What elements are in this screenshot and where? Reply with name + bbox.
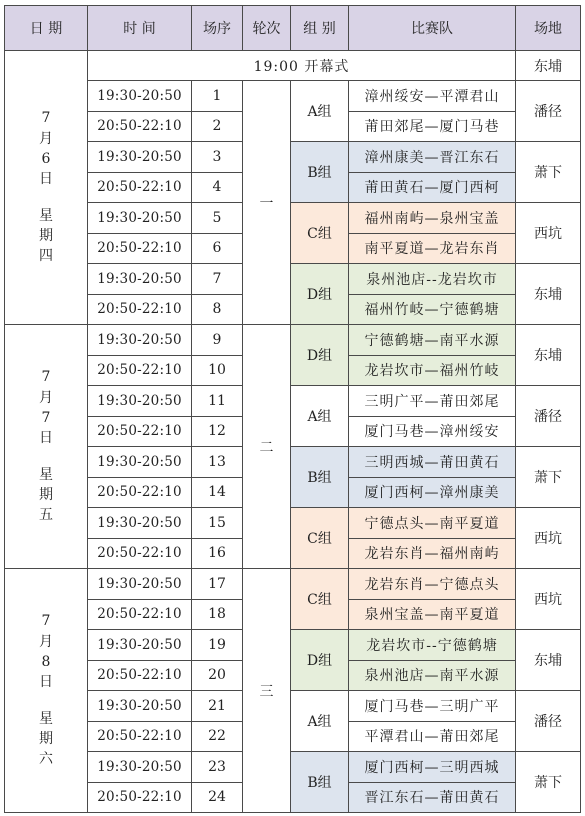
match-no: 15: [192, 508, 243, 539]
venue-cell: 西坑: [516, 203, 581, 264]
match-no: 10: [192, 355, 243, 386]
match-no: 18: [192, 599, 243, 630]
match-teams: 宁德点头—南平夏道: [349, 508, 516, 539]
match-time: 20:50-22:10: [88, 477, 192, 508]
match-no: 5: [192, 203, 243, 234]
match-teams: 晋江东石—莆田黄石: [349, 782, 516, 813]
match-no: 12: [192, 416, 243, 447]
date-cell-day3: 7 月 8 日 星 期 六: [5, 569, 88, 813]
match-teams: 莆田郊尾—厦门马巷: [349, 111, 516, 142]
match-time: 19:30-20:50: [88, 630, 192, 661]
match-teams: 厦门西柯—三明西城: [349, 752, 516, 783]
match-teams: 宁德鹤塘—南平水源: [349, 325, 516, 356]
opening-venue: 东埔: [516, 51, 581, 81]
match-no: 24: [192, 782, 243, 813]
group-cell: C组: [291, 569, 349, 630]
opening-ceremony: 19:00 开幕式: [88, 51, 516, 81]
venue-cell: 潘径: [516, 691, 581, 752]
table-row: [5, 508, 581, 539]
match-no: 11: [192, 386, 243, 417]
match-time: 19:30-20:50: [88, 569, 192, 600]
table-row: [5, 569, 581, 600]
match-teams: 龙岩东肖—福州南屿: [349, 538, 516, 569]
table-row: [5, 142, 581, 173]
group-cell: A组: [291, 81, 349, 142]
venue-cell: 萧下: [516, 447, 581, 508]
opening-row: [5, 51, 581, 81]
match-time: 19:30-20:50: [88, 203, 192, 234]
match-time: 20:50-22:10: [88, 355, 192, 386]
match-teams: 泉州宝盖—南平夏道: [349, 599, 516, 630]
group-cell: B组: [291, 142, 349, 203]
date-cell-day2: 7 月 7 日 星 期 五: [5, 325, 88, 569]
match-time: 20:50-22:10: [88, 416, 192, 447]
match-teams: 平潭君山—莆田郊尾: [349, 721, 516, 752]
match-no: 16: [192, 538, 243, 569]
group-cell: B组: [291, 752, 349, 813]
table-row: [5, 447, 581, 478]
match-no: 21: [192, 691, 243, 722]
match-time: 20:50-22:10: [88, 111, 192, 142]
header-teams: 比赛队: [349, 6, 516, 51]
match-no: 9: [192, 325, 243, 356]
match-no: 8: [192, 294, 243, 325]
venue-cell: 西坑: [516, 569, 581, 630]
match-teams: 南平夏道—龙岩东肖: [349, 233, 516, 264]
group-cell: D组: [291, 264, 349, 325]
venue-cell: 潘径: [516, 81, 581, 142]
match-time: 19:30-20:50: [88, 142, 192, 173]
round-cell-2: 二: [243, 325, 291, 569]
round-cell-3: 三: [243, 569, 291, 813]
match-time: 20:50-22:10: [88, 660, 192, 691]
match-teams: 龙岩坎市—福州竹岐: [349, 355, 516, 386]
header-round: 轮次: [243, 6, 291, 51]
table-row: [5, 264, 581, 295]
match-teams: 福州南屿—泉州宝盖: [349, 203, 516, 234]
match-time: 20:50-22:10: [88, 233, 192, 264]
match-time: 19:30-20:50: [88, 447, 192, 478]
match-no: 19: [192, 630, 243, 661]
match-time: 20:50-22:10: [88, 782, 192, 813]
group-cell: A组: [291, 691, 349, 752]
header-group: 组 别: [291, 6, 349, 51]
group-cell: B组: [291, 447, 349, 508]
table-row: [5, 81, 581, 112]
match-time: 19:30-20:50: [88, 264, 192, 295]
match-no: 3: [192, 142, 243, 173]
group-cell: D组: [291, 630, 349, 691]
match-teams: 漳州绥安—平潭君山: [349, 81, 516, 112]
match-time: 19:30-20:50: [88, 508, 192, 539]
date-cell-day1: 7 月 6 日 星 期 四: [5, 51, 88, 325]
match-teams: 三明西城—莆田黄石: [349, 447, 516, 478]
match-time: 20:50-22:10: [88, 172, 192, 203]
match-schedule-table: [4, 5, 581, 813]
match-no: 13: [192, 447, 243, 478]
match-time: 19:30-20:50: [88, 386, 192, 417]
venue-cell: 东埔: [516, 325, 581, 386]
match-no: 14: [192, 477, 243, 508]
match-teams: 龙岩东肖—宁德点头: [349, 569, 516, 600]
venue-cell: 潘径: [516, 386, 581, 447]
match-time: 19:30-20:50: [88, 691, 192, 722]
group-cell: C组: [291, 508, 349, 569]
match-time: 19:30-20:50: [88, 81, 192, 112]
match-no: 1: [192, 81, 243, 112]
match-no: 20: [192, 660, 243, 691]
match-no: 7: [192, 264, 243, 295]
venue-cell: 东埔: [516, 264, 581, 325]
venue-cell: 萧下: [516, 752, 581, 813]
match-teams: 漳州康美—晋江东石: [349, 142, 516, 173]
venue-cell: 西坑: [516, 508, 581, 569]
match-time: 19:30-20:50: [88, 752, 192, 783]
match-teams: 龙岩坎市--宁德鹤塘: [349, 630, 516, 661]
match-teams: 福州竹岐—宁德鹤塘: [349, 294, 516, 325]
venue-cell: 萧下: [516, 142, 581, 203]
match-teams: 三明广平—莆田郊尾: [349, 386, 516, 417]
match-teams: 莆田黄石—厦门西柯: [349, 172, 516, 203]
round-cell-1: 一: [243, 81, 291, 325]
table-row: [5, 630, 581, 661]
venue-cell: 东埔: [516, 630, 581, 691]
match-no: 23: [192, 752, 243, 783]
match-teams: 厦门马巷—漳州绥安: [349, 416, 516, 447]
match-no: 22: [192, 721, 243, 752]
match-no: 6: [192, 233, 243, 264]
header-time: 时 间: [88, 6, 192, 51]
match-teams: 厦门西柯—漳州康美: [349, 477, 516, 508]
table-row: [5, 386, 581, 417]
match-teams: 泉州池店—南平水源: [349, 660, 516, 691]
table-row: [5, 752, 581, 783]
group-cell: D组: [291, 325, 349, 386]
match-no: 2: [192, 111, 243, 142]
match-time: 20:50-22:10: [88, 599, 192, 630]
match-time: 20:50-22:10: [88, 721, 192, 752]
header-venue: 场地: [516, 6, 581, 51]
match-teams: 泉州池店--龙岩坎市: [349, 264, 516, 295]
table-row: [5, 203, 581, 234]
match-time: 20:50-22:10: [88, 294, 192, 325]
match-time: 20:50-22:10: [88, 538, 192, 569]
match-time: 19:30-20:50: [88, 325, 192, 356]
match-teams: 厦门马巷—三明广平: [349, 691, 516, 722]
table-row: [5, 325, 581, 356]
header-date: 日 期: [5, 6, 88, 51]
match-no: 17: [192, 569, 243, 600]
header-row: [5, 6, 581, 51]
header-match-no: 场序: [192, 6, 243, 51]
match-no: 4: [192, 172, 243, 203]
group-cell: C组: [291, 203, 349, 264]
group-cell: A组: [291, 386, 349, 447]
table-row: [5, 691, 581, 722]
